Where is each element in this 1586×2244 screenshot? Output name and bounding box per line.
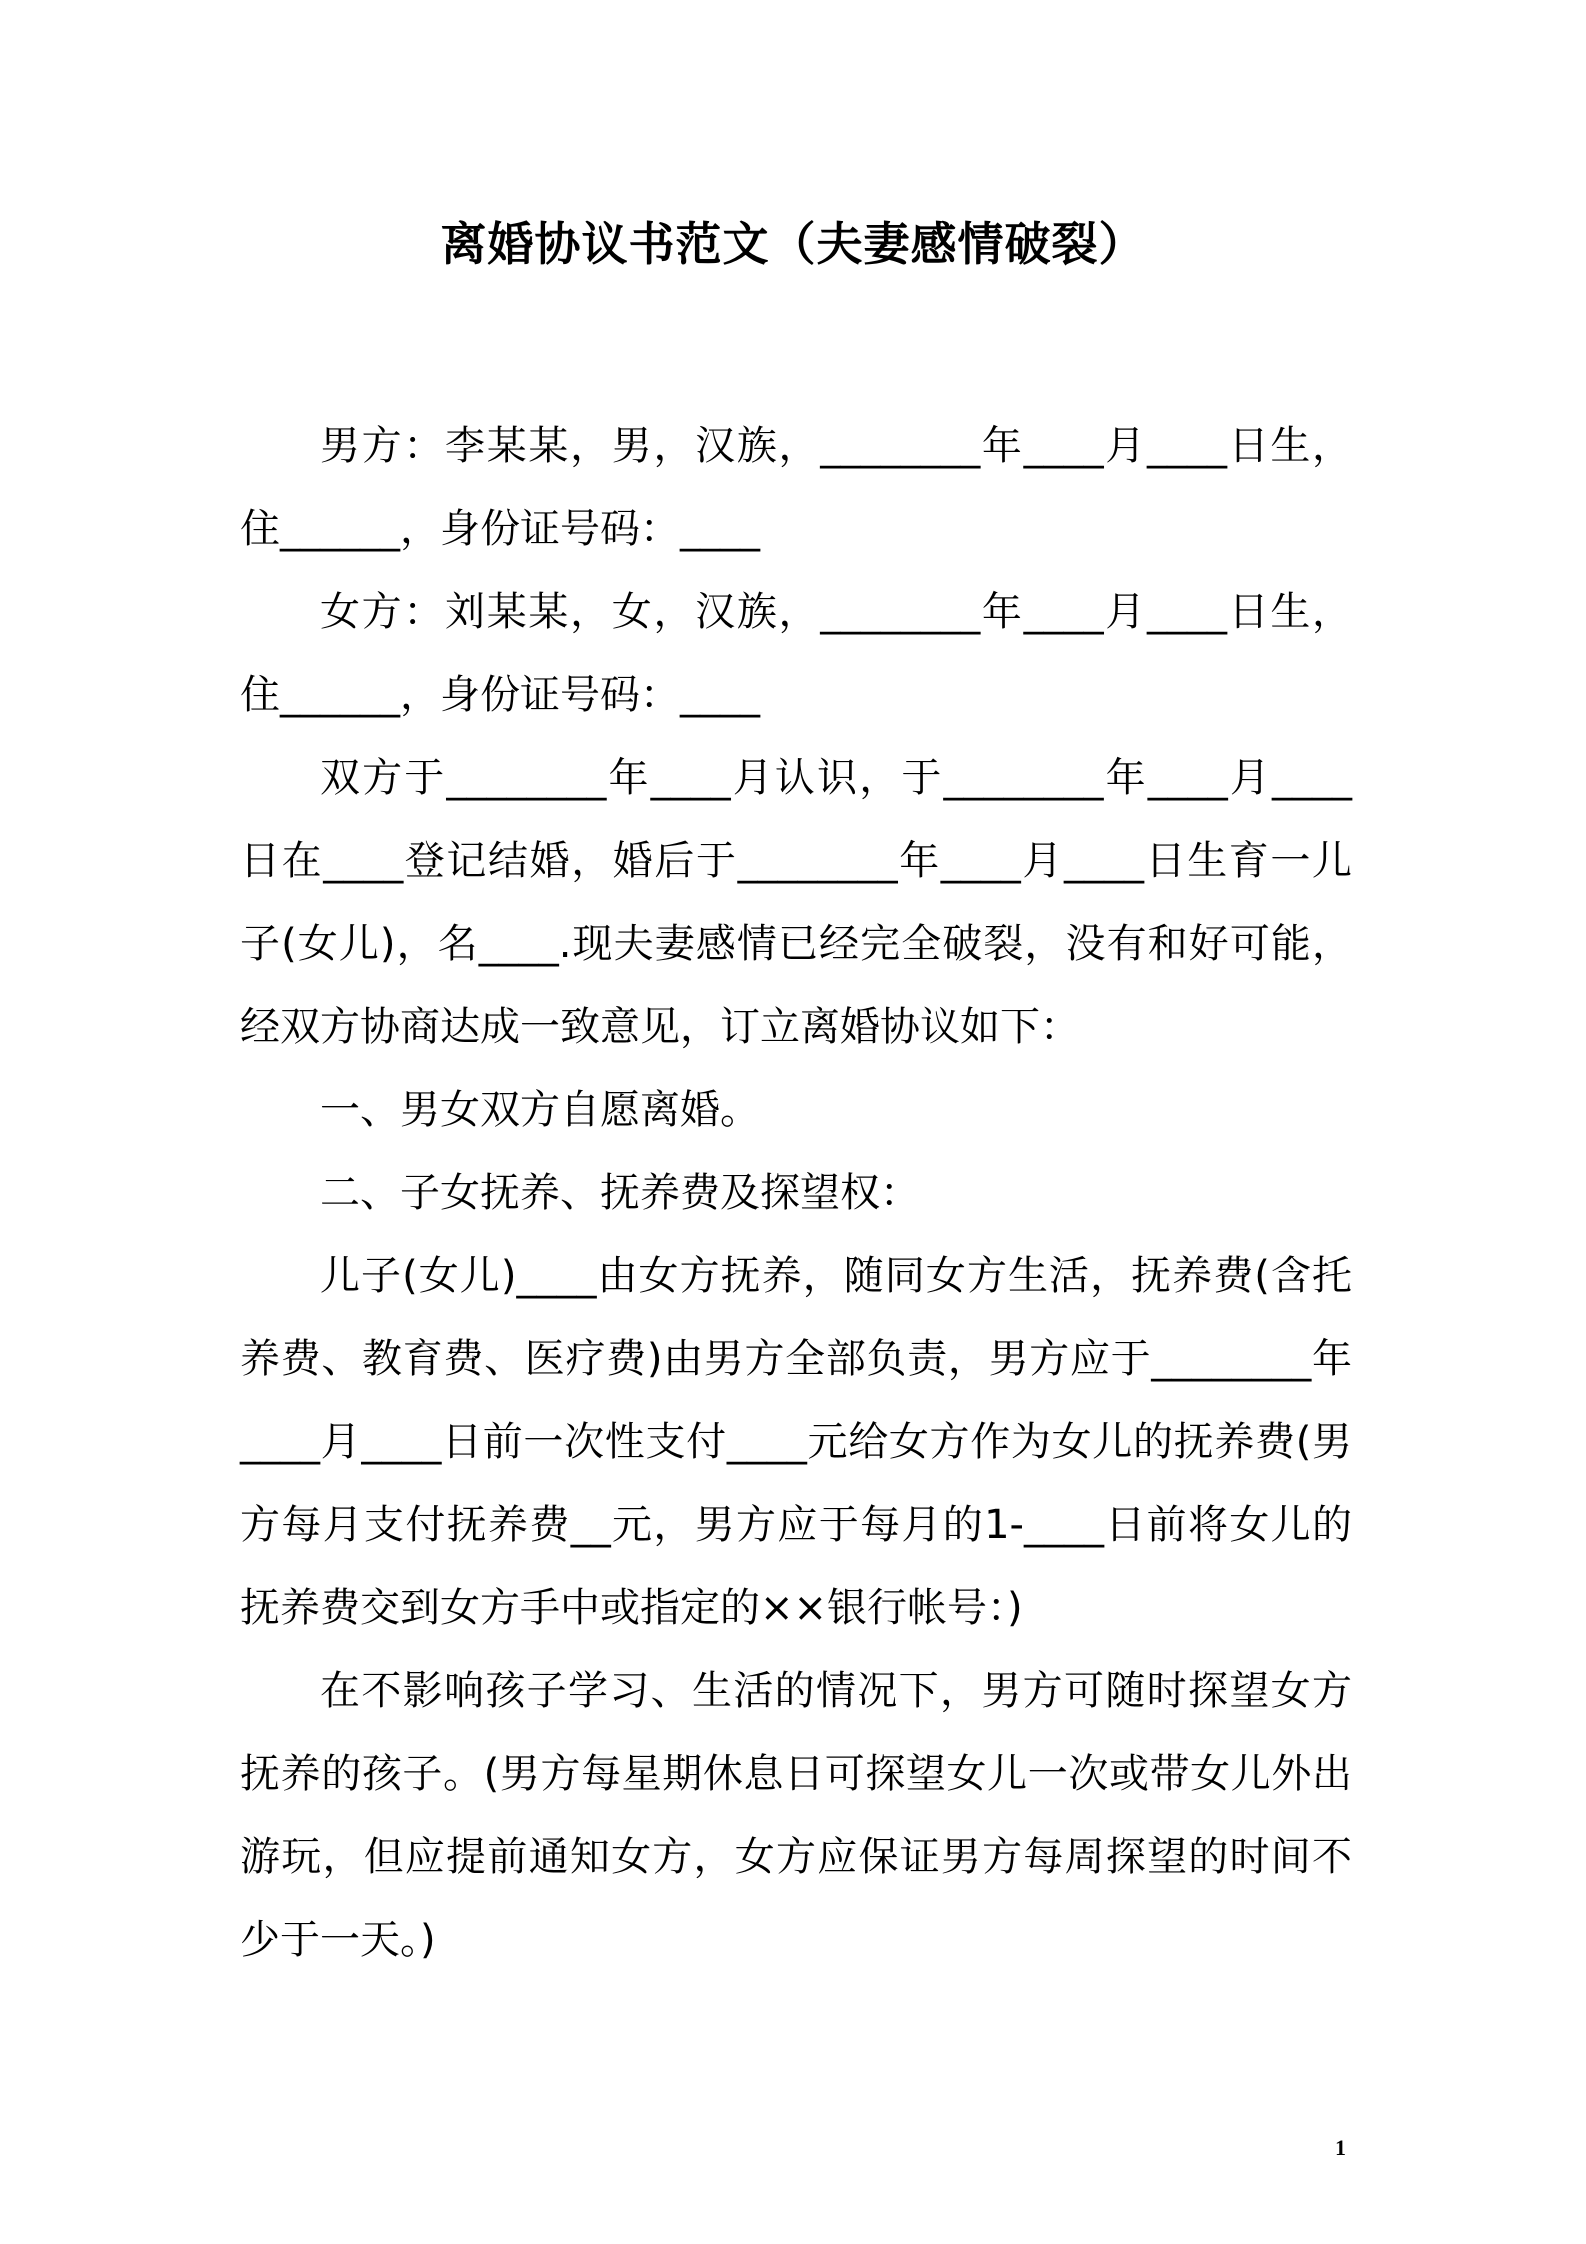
paragraph-marriage-background: 双方于________年____月认识，于________年____月____日在____登记结婚，婚后于________年____月____日生育一儿子(女儿)，名____.现夫妻感情已经完全破裂，没有和好可能，经双方协商达成一致意见，订立离婚协议如下： [240, 755, 1352, 1050]
document-body [240, 405, 1352, 1982]
paragraph-female-party: 女方：刘某某，女，汉族，________年____月____日生，住______，身份证号码：____ [240, 589, 1352, 718]
document-title: 离婚协议书范文（夫妻感情破裂） [440, 217, 1146, 271]
paragraph-clause-two-heading: 二、子女抚养、抚养费及探望权： [320, 1170, 920, 1216]
paragraph-visitation: 在不影响孩子学习、生活的情况下，男方可随时探望女方抚养的孩子。(男方每星期休息日可探望女儿一次或带女儿外出游玩，但应提前通知女方，女方应保证男方每周探望的时间不少于一天。) [240, 1668, 1352, 1963]
paragraph-male-party: 男方：李某某，男，汉族，________年____月____日生，住______，身份证号码：____ [240, 423, 1352, 552]
page-number: 1 [1335, 2135, 1346, 2160]
paragraph-clause-one: 一、男女双方自愿离婚。 [320, 1087, 760, 1133]
paragraph-child-support: 儿子(女儿)____由女方抚养，随同女方生活，抚养费(含托养费、教育费、医疗费)由男方全部负责，男方应于________年____月____日前一次性支付____元给女方作为女儿的抚养费(男方每月支付抚养费__元，男方应于每月的1-____日前将女儿的抚养费交到女方手中或指定的××银行帐号：) [240, 1253, 1352, 1631]
